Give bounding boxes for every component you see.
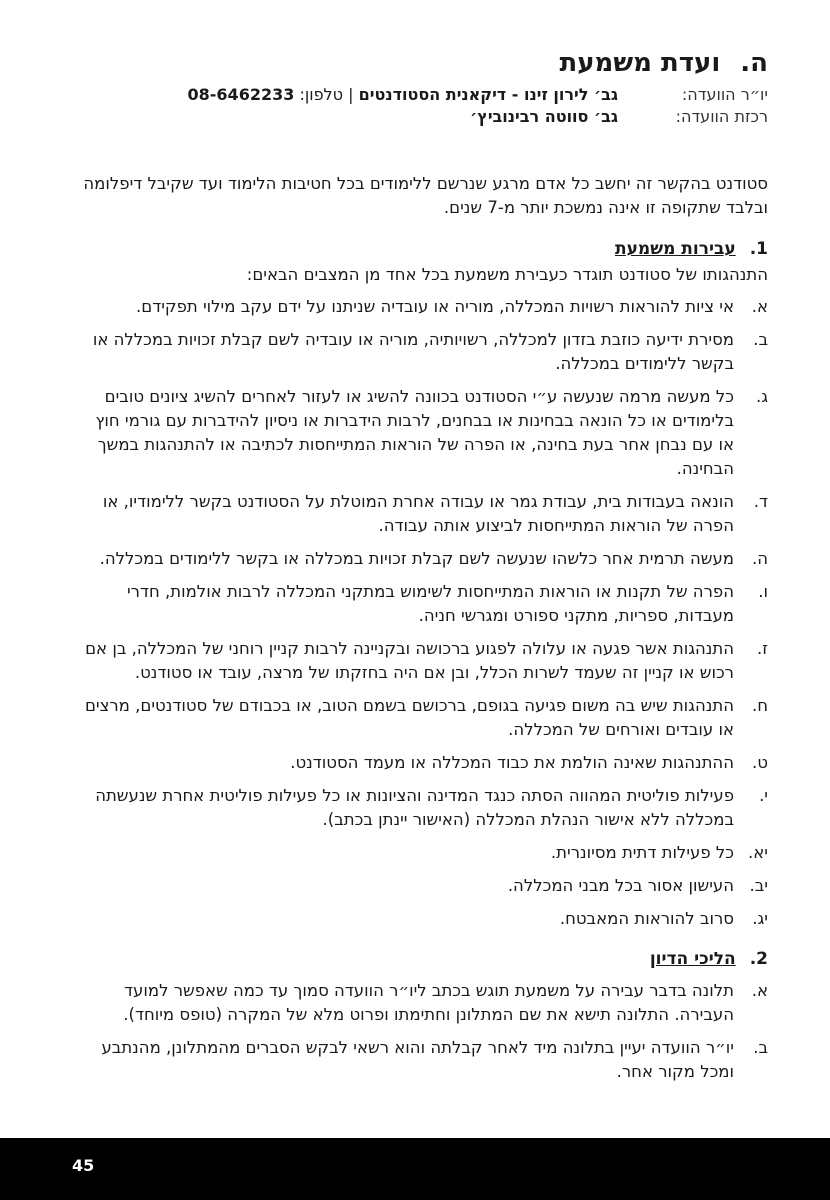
- item-text: הפרה של תקנות או הוראות המתייחסות לשימוש במתקני המכללה לרבות אולמות, חדרי מעבדות, ספריות, מתקני ספורט ומגרשי חניה.: [126, 581, 734, 625]
- intro-paragraph: סטודנט בהקשר זה יחשב כל אדם מרגע שנרשם ללימודים בכל חטיבות הלימוד ועד שקיבל דיפלומה ובלבד שתקופה זו אינה נמשכת יותר מ-7 שנים.: [83, 174, 768, 217]
- list-item: [80, 841, 768, 865]
- section-title: ועדת משמעת: [559, 48, 721, 78]
- item-mark: ט.: [752, 752, 768, 772]
- list-item: [80, 547, 768, 571]
- item-text: יו״ר הוועדה יעיין בתלונה מיד לאחר קבלתה והוא רשאי לבקש הסברים מהמתלונן, מהנתבע ומכל מקור אחר.: [101, 1037, 734, 1081]
- list-item: [80, 874, 768, 898]
- item-mark: ד.: [753, 491, 768, 511]
- item-mark: ו.: [758, 581, 768, 601]
- list-item: [80, 751, 768, 775]
- item-text: תלונה בדבר עבירה על משמעת תוגש בכתב ליו״ר הוועדה סמוך עד כמה שאפשר למועד העבירה. התלונה תישא את שם המתלונן וחתימתו ופרוט מלא של המקרה (טופס מיוחד).: [123, 980, 734, 1024]
- item-text: מסירת ידיעה כוזבת בזדון למכללה, רשויותיה, מוריה או עובדיה לשם קבלת זכויות במכללה או בקשר ללימודים במכללה.: [92, 329, 734, 373]
- item-mark: ב.: [753, 329, 768, 349]
- list-item: [80, 784, 768, 832]
- item-text: כל פעילות דתית מסיונרית.: [550, 842, 734, 862]
- page-number: 45: [72, 1156, 95, 1175]
- subsection-title: הליכי הדיון: [649, 948, 736, 969]
- coordinator-value: [470, 106, 618, 128]
- subsection-offenses: [80, 237, 768, 931]
- list-item: [80, 385, 768, 481]
- item-mark: יג.: [752, 908, 768, 928]
- item-text: התנהגות שיש בה משום פגיעה בגופם, ברכושם בשמם הטוב, או בכבודם של סטודנטים, מרצים או עובדים ואורחים של המכללה.: [84, 695, 734, 739]
- chair-name: גב׳ לירון זינו - דיקאנית הסטודנטים: [358, 85, 618, 104]
- list-item: [80, 295, 768, 319]
- subsection-heading: [80, 237, 768, 261]
- subsection-intro: התנהגותו של סטודנט תוגדר כעבירת משמעת בכל אחד מן המצבים הבאים:: [246, 264, 768, 284]
- list-item: [80, 490, 768, 538]
- item-text: אי ציות להוראות רשויות המכללה, מוריה או עובדיה שניתנו על ידם עקב מילוי תפקידם.: [136, 296, 734, 316]
- list-item: [80, 907, 768, 931]
- item-mark: יב.: [749, 875, 768, 895]
- item-mark: א.: [751, 980, 768, 1000]
- item-text: העישון אסור בכל מבני המכללה.: [507, 875, 734, 895]
- coordinator-name: גב׳ סווטה רבינוביץ׳: [470, 107, 618, 126]
- section-letter: ה.: [740, 48, 768, 78]
- chair-value: [188, 84, 618, 106]
- list-item: [80, 637, 768, 685]
- subsection-heading: [80, 947, 768, 971]
- item-text: סרוב להוראות המאבטח.: [559, 908, 734, 928]
- item-mark: י.: [759, 785, 768, 805]
- item-text: התנהגות אשר פגעה או עלולה לפגוע ברכושה ובקניינה לרבות קניין רוחני של המכללה, בן אם רכוש או קניין זה שעמד לשרות הכלל, ובן אם היה בחזקתו של מרצה, עובד או סטודנט.: [85, 638, 734, 682]
- subsection-title: עבירות משמעת: [614, 238, 736, 259]
- item-text: כל מעשה מרמה שנעשה ע״י הסטודנט בכוונה להשיג או לעזור לאחרים להשיג ציונים טובים בלימודים או כל הונאה בבחינות או בבחנים, לרבות הידברות או ניסיון להידברות עם גורמי חוץ או עם נבחן אחר בעת בחינה, או הפרה של הוראות המתייחסות לכתיבה או להתנהגות במשך הבחינה.: [95, 386, 734, 478]
- item-mark: ב.: [753, 1037, 768, 1057]
- item-mark: ח.: [751, 695, 768, 715]
- item-text: מעשה תרמית אחר כלשהו שנעשה לשם קבלת זכויות במכללה או בקשר ללימודים במכללה.: [99, 548, 734, 568]
- list-item: [80, 328, 768, 376]
- coordinator-label: רכזת הוועדה:: [675, 107, 768, 126]
- item-mark: יא.: [748, 842, 768, 862]
- chair-phone: 08-6462233: [187, 85, 295, 104]
- item-mark: ה.: [751, 548, 768, 568]
- item-text: פעילות פוליטית המהווה הסתה כנגד המדינה והציונות או כל פעילות פוליטית אחרת שנעשתה במכללה ללא אישור הנהלת המכללה (האישור יינתן בכתב).: [95, 785, 734, 829]
- coordinator-row: [80, 106, 768, 128]
- item-mark: ג.: [755, 386, 768, 406]
- item-text: ההתנהגות שאינה הולמת את כבוד המכללה או מעמד הסטודנט.: [290, 752, 734, 772]
- item-text: הונאה בעבודות בית, עבודת גמר או עבודה אחרת המוטלת על הסטודנט בקשר ללימודיו, או הפרה של הוראות המתייחסות לביצוע אותה עבודה.: [102, 491, 734, 535]
- chair-label: יו״ר הוועדה:: [681, 85, 768, 104]
- item-mark: ז.: [757, 638, 768, 658]
- list-item: [80, 694, 768, 742]
- list-item: [80, 1036, 768, 1084]
- chair-row: [80, 84, 768, 106]
- subsection-number: 1.: [749, 238, 768, 259]
- chair-phone-label: | טלפון:: [299, 85, 354, 104]
- section-heading: [80, 48, 768, 78]
- subsection-number: 2.: [749, 948, 768, 969]
- list-item: [80, 580, 768, 628]
- list-item: [80, 979, 768, 1027]
- page-footer: [0, 1138, 830, 1200]
- item-mark: א.: [751, 296, 768, 316]
- subsection-proceedings: [80, 947, 768, 1084]
